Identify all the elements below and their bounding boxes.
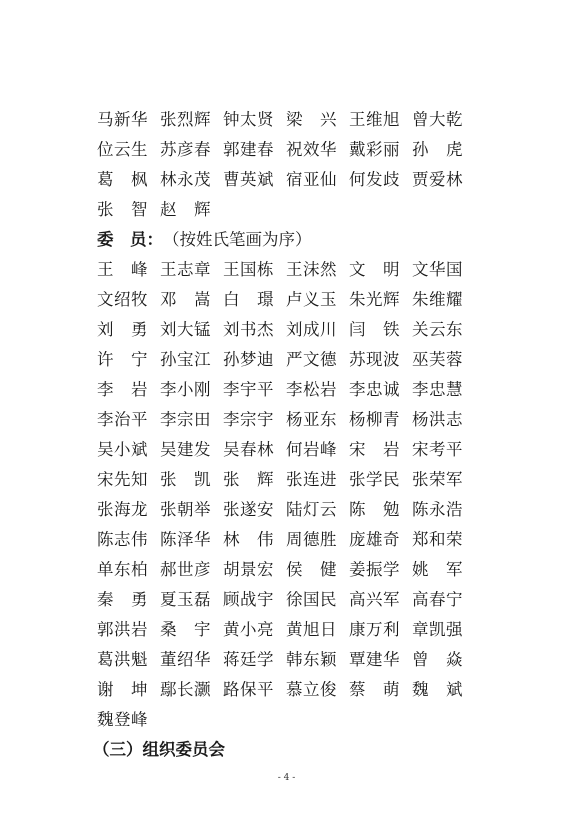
- person-name: 高兴军: [349, 590, 400, 609]
- member-names: [97, 253, 477, 733]
- vice-chair-names: [97, 103, 477, 223]
- person-name: 刘书杰: [223, 320, 274, 339]
- person-name: 曹英斌: [223, 170, 274, 189]
- person-name: 文 明: [349, 260, 400, 279]
- person-name: 曾 焱: [412, 650, 463, 669]
- person-name: 文华国: [412, 260, 463, 279]
- person-name: 李宗田: [160, 410, 211, 429]
- person-name: 李小刚: [160, 380, 211, 399]
- page-number: - 4 -: [277, 773, 296, 783]
- person-name: 谢 坤: [97, 680, 148, 699]
- person-name: 邓 嵩: [160, 290, 211, 309]
- person-name: 覃建华: [349, 650, 400, 669]
- person-name: 郭洪岩: [97, 620, 148, 639]
- person-name: 宿亚仙: [286, 170, 337, 189]
- person-name: 蔡 萌: [349, 680, 400, 699]
- members-heading-label: 委 员：: [97, 230, 163, 249]
- person-name: 王 峰: [97, 260, 148, 279]
- person-name: 张学民: [349, 470, 400, 489]
- person-name: 郭建春: [223, 140, 274, 159]
- person-name: 周德胜: [286, 530, 337, 549]
- person-name: 张烈辉: [160, 110, 211, 129]
- person-name: 苏彦春: [160, 140, 211, 159]
- person-name: 张 凯: [160, 470, 211, 489]
- name-list: [93, 103, 477, 763]
- person-name: 李宇平: [223, 380, 274, 399]
- person-name: 陈志伟: [97, 530, 148, 549]
- person-name: 朱光辉: [349, 290, 400, 309]
- person-name: 鄢长灏: [160, 680, 211, 699]
- person-name: 张荣军: [412, 470, 463, 489]
- person-name: 董绍华: [160, 650, 211, 669]
- person-name: 马新华: [97, 110, 148, 129]
- person-name: 魏登峰: [97, 710, 148, 729]
- person-name: 位云生: [97, 140, 148, 159]
- person-name: 李宗宇: [223, 410, 274, 429]
- person-name: 巫芙蓉: [412, 350, 463, 369]
- person-name: 何岩峰: [286, 440, 337, 459]
- person-name: 陈永浩: [412, 500, 463, 519]
- person-name: 林 伟: [223, 530, 274, 549]
- name-row: [97, 703, 477, 733]
- person-name: 李 岩: [97, 380, 148, 399]
- person-name: 文绍牧: [97, 290, 148, 309]
- person-name: 李治平: [97, 410, 148, 429]
- person-name: 何发歧: [349, 170, 400, 189]
- name-row: [97, 463, 477, 493]
- person-name: 姜振学: [349, 560, 400, 579]
- name-row: [97, 283, 477, 313]
- person-name: 桑 宇: [160, 620, 211, 639]
- person-name: 郝世彦: [160, 560, 211, 579]
- person-name: 郑和荣: [412, 530, 463, 549]
- person-name: 钟太贤: [223, 110, 274, 129]
- person-name: 张连进: [286, 470, 337, 489]
- person-name: 祝效华: [286, 140, 337, 159]
- person-name: 关云东: [412, 320, 463, 339]
- person-name: 宋先知: [97, 470, 148, 489]
- person-name: 朱维耀: [412, 290, 463, 309]
- name-row: [97, 523, 477, 553]
- person-name: 路保平: [223, 680, 274, 699]
- name-row: [97, 493, 477, 523]
- name-row: [97, 103, 477, 133]
- name-row: [97, 403, 477, 433]
- person-name: 孙梦迪: [223, 350, 274, 369]
- name-row: [97, 343, 477, 373]
- person-name: 胡景宏: [223, 560, 274, 579]
- person-name: 徐国民: [286, 590, 337, 609]
- name-row: [97, 583, 477, 613]
- person-name: 高春宁: [412, 590, 463, 609]
- person-name: 孙 虎: [412, 140, 463, 159]
- person-name: 张 智: [97, 200, 148, 219]
- person-name: 庞雄奇: [349, 530, 400, 549]
- person-name: 戴彩丽: [349, 140, 400, 159]
- person-name: 葛洪魁: [97, 650, 148, 669]
- name-row: [97, 253, 477, 283]
- person-name: 贾爱林: [412, 170, 463, 189]
- person-name: 慕立俊: [286, 680, 337, 699]
- person-name: 宋考平: [412, 440, 463, 459]
- name-row: [97, 313, 477, 343]
- person-name: 顾战宇: [223, 590, 274, 609]
- person-name: 黄旭日: [286, 620, 337, 639]
- person-name: 侯 健: [286, 560, 337, 579]
- person-name: 王志章: [160, 260, 211, 279]
- person-name: 张遂安: [223, 500, 274, 519]
- person-name: 李忠慧: [412, 380, 463, 399]
- name-row: [97, 643, 477, 673]
- person-name: 梁 兴: [286, 110, 337, 129]
- person-name: 刘大锰: [160, 320, 211, 339]
- person-name: 赵 辉: [160, 200, 211, 219]
- person-name: 韩东颖: [286, 650, 337, 669]
- name-row: [97, 613, 477, 643]
- person-name: 夏玉磊: [160, 590, 211, 609]
- person-name: 曾大乾: [412, 110, 463, 129]
- members-heading-note: （按姓氏笔画为序）: [163, 230, 312, 249]
- person-name: 姚 军: [412, 560, 463, 579]
- person-name: 张 辉: [223, 470, 274, 489]
- person-name: 刘 勇: [97, 320, 148, 339]
- person-name: 孙宝江: [160, 350, 211, 369]
- person-name: 章凯强: [412, 620, 463, 639]
- person-name: 康万利: [349, 620, 400, 639]
- person-name: 许 宁: [97, 350, 148, 369]
- person-name: 葛 枫: [97, 170, 148, 189]
- name-row: [97, 133, 477, 163]
- person-name: 蒋廷学: [223, 650, 274, 669]
- person-name: 吴小斌: [97, 440, 148, 459]
- name-row: [97, 163, 477, 193]
- person-name: 陈泽华: [160, 530, 211, 549]
- person-name: 刘成川: [286, 320, 337, 339]
- person-name: 王维旭: [349, 110, 400, 129]
- person-name: 张海龙: [97, 500, 148, 519]
- person-name: 陈 勉: [349, 500, 400, 519]
- person-name: 杨亚东: [286, 410, 337, 429]
- person-name: 杨柳青: [349, 410, 400, 429]
- person-name: 吴建发: [160, 440, 211, 459]
- person-name: 李忠诚: [349, 380, 400, 399]
- person-name: 吴春林: [223, 440, 274, 459]
- person-name: 苏现波: [349, 350, 400, 369]
- name-row: [97, 673, 477, 703]
- person-name: 白 璟: [223, 290, 274, 309]
- person-name: 严文德: [286, 350, 337, 369]
- name-row: [97, 373, 477, 403]
- section-title-row: [93, 733, 477, 763]
- name-row: [97, 553, 477, 583]
- members-heading: [97, 223, 477, 253]
- person-name: 闫 铁: [349, 320, 400, 339]
- name-row: [97, 193, 477, 223]
- person-name: 宋 岩: [349, 440, 400, 459]
- person-name: 张朝举: [160, 500, 211, 519]
- person-name: 卢义玉: [286, 290, 337, 309]
- person-name: 杨洪志: [412, 410, 463, 429]
- section-title: （三）组织委员会: [93, 740, 225, 759]
- person-name: 林永茂: [160, 170, 211, 189]
- person-name: 王国栋: [223, 260, 274, 279]
- person-name: 王沫然: [286, 260, 337, 279]
- person-name: 陆灯云: [286, 500, 337, 519]
- person-name: 秦 勇: [97, 590, 148, 609]
- person-name: 李松岩: [286, 380, 337, 399]
- person-name: 单东柏: [97, 560, 148, 579]
- person-name: 黄小亮: [223, 620, 274, 639]
- person-name: 魏 斌: [412, 680, 463, 699]
- name-row: [97, 433, 477, 463]
